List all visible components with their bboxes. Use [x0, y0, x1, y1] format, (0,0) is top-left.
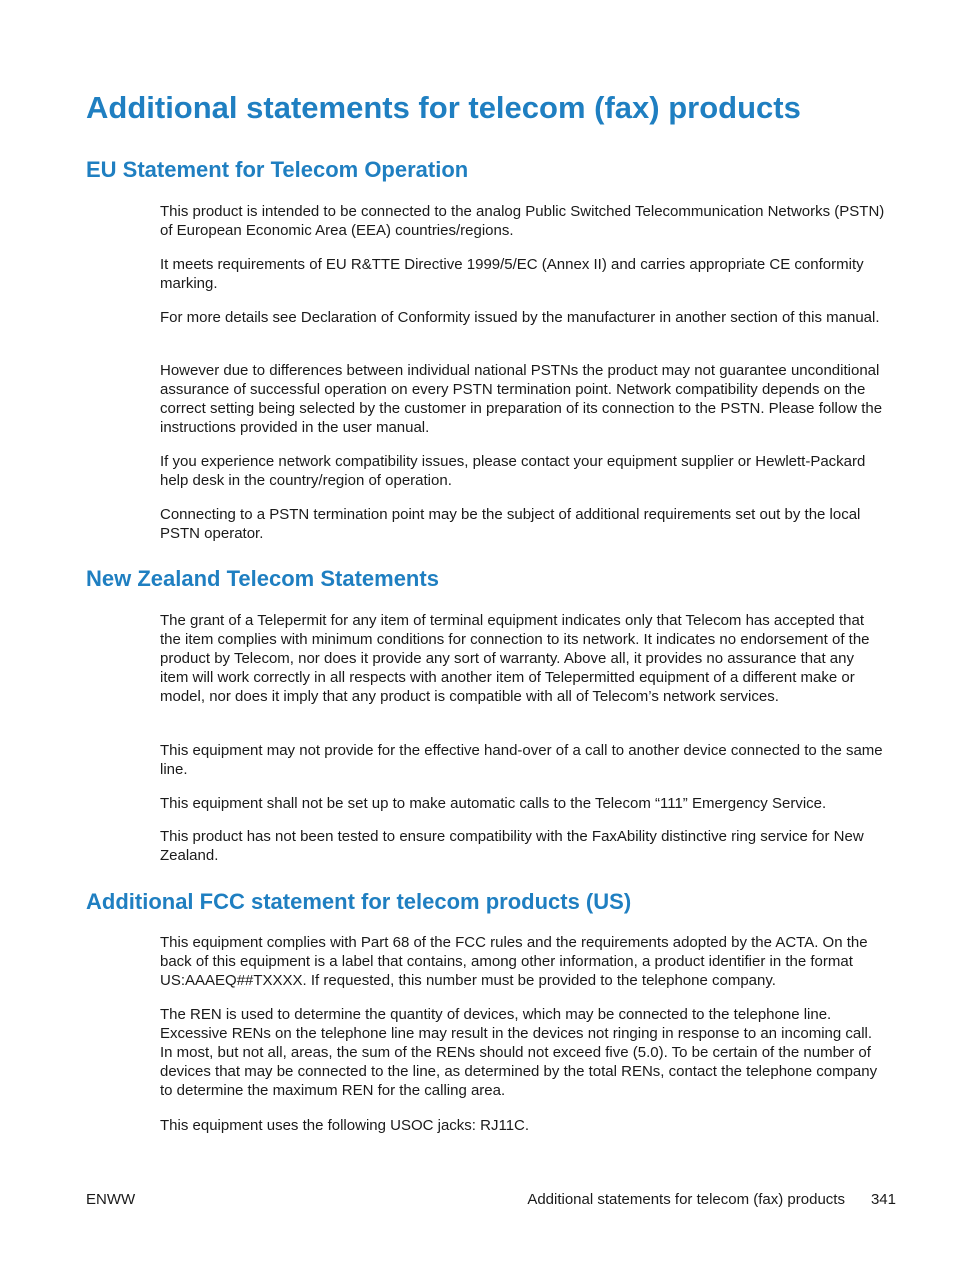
footer-locale-code: ENWW	[86, 1191, 136, 1208]
section-heading-nz: New Zealand Telecom Statements	[86, 566, 439, 591]
fcc-paragraph-2: The REN is used to determine the quantity of devices, which may be connected to the telephone line. Excessive RENs on the telephone line may result in the devices not ringing in response to an incoming call. In most, but not all, areas, the sum of the RENs should not exceed five (5.0). To be certain of the number of devices that may be connected to the line, as determined by the total RENs, contact the telephone company to determine the maximum REN for the calling area.	[160, 1006, 878, 1099]
eu-paragraph-6: Connecting to a PSTN termination point may be the subject of additional requirements set out by the local PSTN operator.	[160, 506, 861, 542]
page-number: 341	[870, 1191, 896, 1208]
eu-paragraph-4: However due to differences between individual national PSTNs the product may not guarantee unconditional assurance of successful operation on every PSTN termination point. Network compatibility depends on the correct setting being selected by the customer in preparation of its connection to the PSTN. Please follow the instructions provided in the user manual.	[160, 362, 883, 436]
fcc-paragraph-3: This equipment uses the following USOC jacks: RJ11C.	[160, 1117, 530, 1134]
footer-section-title: Additional statements for telecom (fax) products	[527, 1191, 845, 1208]
nz-paragraph-1: The grant of a Telepermit for any item of terminal equipment indicates only that Telecom has accepted that the item complies with minimum conditions for connection to its network. It indicates no endorsement of the product by Telecom, nor does it provide any sort of warranty. Above all, it provides no assurance that any item will work correctly in all respects with another item of Telepermitted equipment of a different make or model, nor does it imply that any product is compatible with all of Telecom’s network services.	[160, 612, 870, 705]
section-heading-eu: EU Statement for Telecom Operation	[86, 157, 469, 182]
nz-paragraph-4: This product has not been tested to ensure compatibility with the FaxAbility distinctive ring service for New Zealand.	[160, 828, 864, 864]
footer-running-title	[527, 1190, 896, 1209]
fcc-paragraph-1: This equipment complies with Part 68 of the FCC rules and the requirements adopted by the ACTA. On the back of this equipment is a label that contains, among other information, a product identifier in the format US:AAAEQ##TXXXX. If requested, this number must be provided to the telephone company.	[160, 934, 868, 989]
page-title: Additional statements for telecom (fax) products	[86, 90, 801, 125]
eu-paragraph-5: If you experience network compatibility issues, please contact your equipment supplier or Hewlett-Packard help desk in the country/region of operation.	[160, 453, 866, 489]
nz-paragraph-3: This equipment shall not be set up to make automatic calls to the Telecom “111” Emergency Service.	[160, 795, 827, 812]
section-heading-fcc: Additional FCC statement for telecom products (US)	[86, 889, 632, 914]
eu-paragraph-2: It meets requirements of EU R&TTE Directive 1999/5/EC (Annex II) and carries appropriate CE conformity marking.	[160, 256, 864, 292]
eu-paragraph-1: This product is intended to be connected to the analog Public Switched Telecommunication Networks (PSTN) of European Economic Area (EEA) countries/regions.	[160, 203, 885, 239]
eu-paragraph-3: For more details see Declaration of Conformity issued by the manufacturer in another section of this manual.	[160, 309, 880, 326]
nz-paragraph-2: This equipment may not provide for the effective hand-over of a call to another device connected to the same line.	[160, 742, 883, 778]
